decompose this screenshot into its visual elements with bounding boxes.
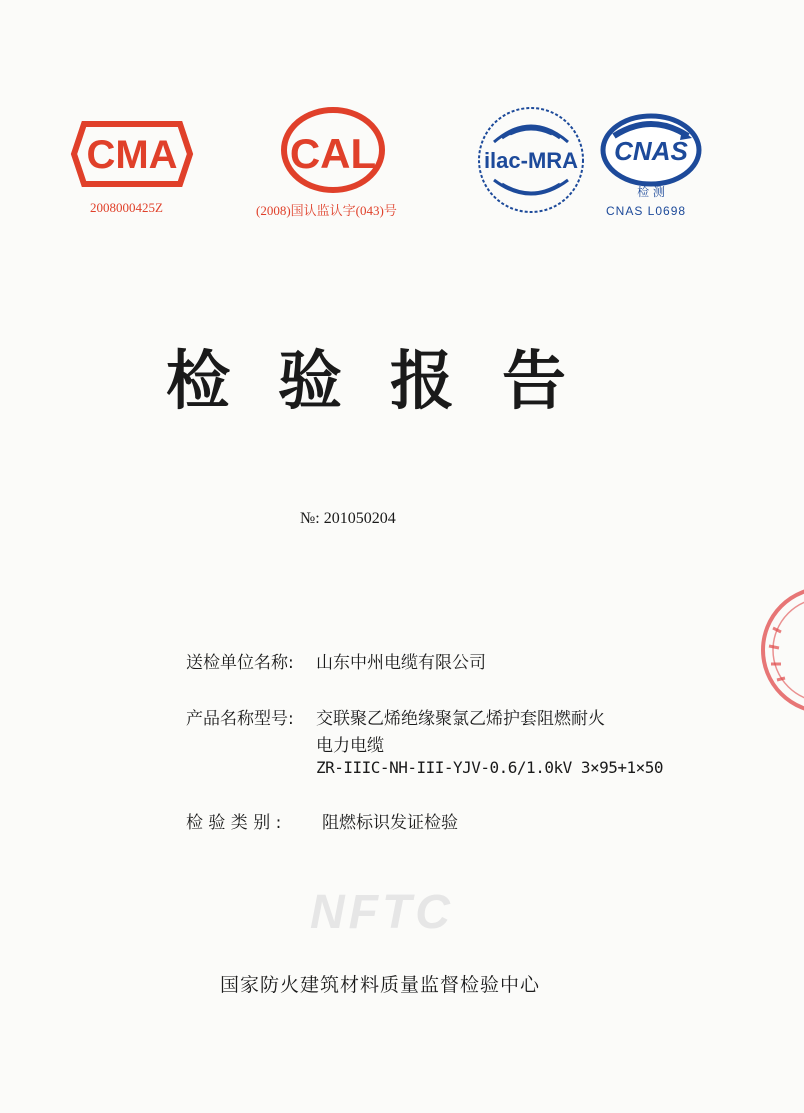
category-value: 阻燃标识发证检验 — [322, 813, 458, 833]
category-label: 检 验 类 别 : — [186, 813, 282, 833]
product-name-line1: 交联聚乙烯绝缘聚氯乙烯护套阻燃耐火 — [316, 709, 605, 729]
cnas-caption: CNAS L0698 — [606, 204, 687, 218]
cma-caption: 2008000425Z — [90, 200, 163, 215]
ilac-mra-text: ilac-MRA — [483, 148, 579, 173]
ilac-mra-logo — [472, 104, 590, 216]
product-name-line2: 电力电缆 — [316, 736, 384, 756]
cal-logo-text: CAL — [289, 130, 377, 177]
cnas-logo — [596, 108, 706, 200]
cnas-logo-subtext: 检 测 — [637, 185, 665, 199]
nftc-watermark: NFTC — [310, 886, 454, 939]
product-label: 产品名称型号: — [186, 709, 294, 729]
cal-logo — [278, 104, 388, 196]
cma-logo-text: CMA — [86, 133, 178, 177]
product-model: ZR-IIIC-NH-III-YJV-0.6/1.0kV 3×95+1×50 — [316, 758, 664, 777]
client-label: 送检单位名称: — [186, 653, 294, 673]
report-number: №: 201050204 — [300, 510, 396, 527]
issuing-organization: 国家防火建筑材料质量监督检验中心 — [219, 974, 540, 996]
cal-caption: (2008)国认监认字(043)号 — [256, 203, 397, 218]
report-title: 检验报告 — [166, 345, 614, 419]
cnas-logo-text: CNAS — [614, 136, 688, 166]
official-seal-stamp — [755, 580, 804, 720]
client-value: 山东中州电缆有限公司 — [316, 653, 486, 673]
cma-logo — [70, 118, 194, 190]
